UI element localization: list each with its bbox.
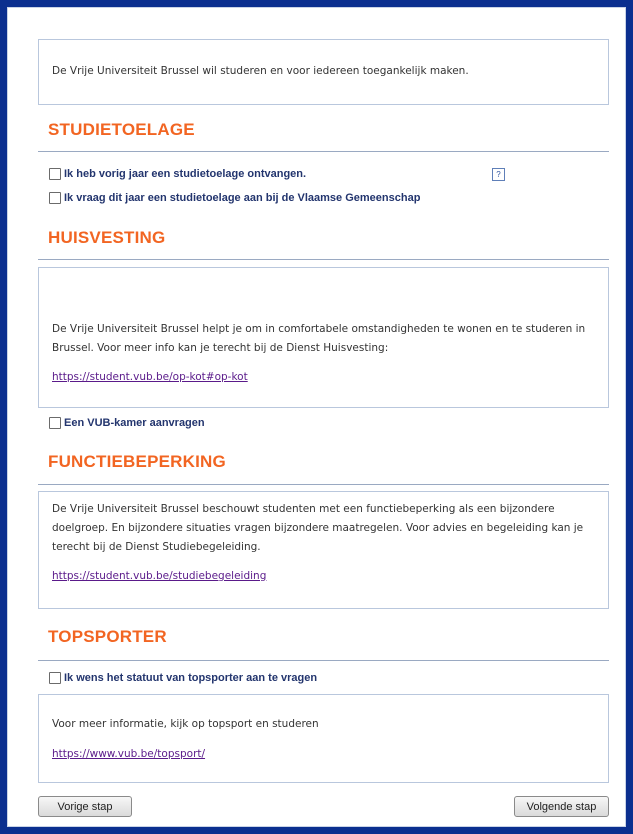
checkbox-studietoelage-vorig-jaar[interactable]: [49, 168, 306, 180]
divider: [38, 259, 609, 260]
heading-studietoelage: STUDIETOELAGE: [48, 120, 195, 139]
next-step-button[interactable]: Volgende stap: [514, 796, 609, 817]
checkbox-label: Ik heb vorig jaar een studietoelage ontvangen.: [64, 168, 307, 180]
help-icon[interactable]: ?: [492, 168, 505, 181]
topsporter-link[interactable]: https://www.vub.be/topsport/: [52, 748, 206, 760]
checkbox-box[interactable]: [49, 168, 61, 180]
huisvesting-link[interactable]: https://student.vub.be/op-kot#op-kot: [52, 371, 248, 383]
functiebeperking-text: De Vrije Universiteit Brussel beschouwt studenten met een functiebeperking als een bijzondere doelgroep. En bijzondere situaties vragen bijzondere maatregelen. Voor advies en begeleiding kan je terecht bij de Dienst Studiebegeleiding.: [52, 503, 584, 553]
checkbox-studietoelage-vlaamse-gemeenschap[interactable]: [49, 192, 420, 204]
checkbox-label: Een VUB-kamer aanvragen: [64, 417, 205, 429]
heading-functiebeperking: FUNCTIEBEPERKING: [48, 452, 226, 471]
huisvesting-text: De Vrije Universiteit Brussel helpt je om in comfortabele omstandigheden te wonen en te studeren in Brussel. Voor meer info kan je terecht bij de Dienst Huisvesting:: [52, 323, 586, 354]
divider: [38, 484, 609, 485]
previous-step-button[interactable]: Vorige stap: [38, 796, 132, 817]
divider: [38, 660, 609, 661]
checkbox-topsporter[interactable]: [49, 672, 317, 684]
checkbox-box[interactable]: [49, 417, 61, 429]
functiebeperking-link[interactable]: https://student.vub.be/studiebegeleiding: [52, 570, 267, 582]
checkbox-box[interactable]: [49, 192, 61, 204]
checkbox-vub-kamer[interactable]: [49, 417, 205, 429]
form-page: [7, 7, 626, 827]
topsporter-text: Voor meer informatie, kijk op topsport en studeren: [52, 718, 319, 730]
heading-huisvesting: HUISVESTING: [48, 228, 166, 247]
checkbox-label: Ik wens het statuut van topsporter aan te vragen: [64, 672, 318, 684]
intro-text: De Vrije Universiteit Brussel wil studeren en voor iedereen toegankelijk maken.: [52, 65, 469, 77]
intro-box: [38, 39, 609, 105]
huisvesting-box: [38, 267, 609, 408]
topsporter-box: [38, 694, 609, 783]
divider: [38, 151, 609, 152]
heading-topsporter: TOPSPORTER: [48, 627, 167, 646]
functiebeperking-box: [38, 491, 609, 609]
checkbox-box[interactable]: [49, 672, 61, 684]
checkbox-label: Ik vraag dit jaar een studietoelage aan bij de Vlaamse Gemeenschap: [64, 192, 421, 204]
